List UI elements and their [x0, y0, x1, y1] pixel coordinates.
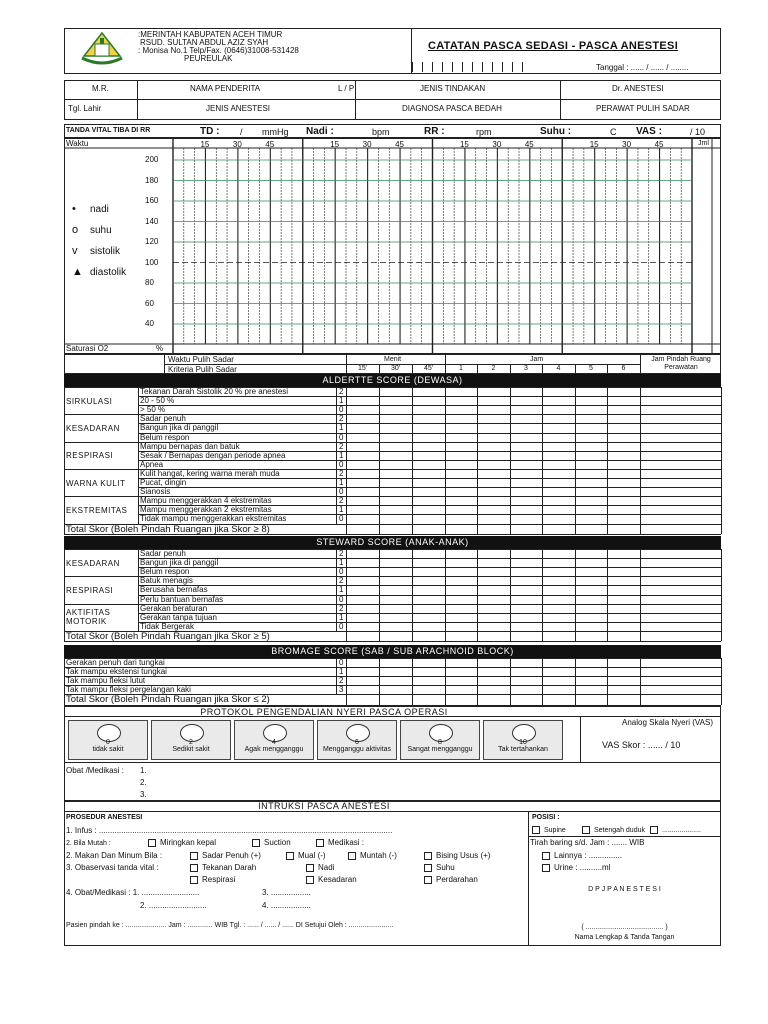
- steward-item-desc: Bangun jika di panggil: [140, 558, 219, 568]
- steward-item-score: 1: [339, 558, 344, 568]
- steward-item-desc: Gerakan tanpa tujuan: [140, 612, 217, 622]
- aldrete-item-score: 0: [339, 405, 344, 415]
- recovery-col-label: 5: [589, 365, 593, 372]
- obat-label: Obat /Medikasi :: [66, 766, 124, 775]
- legend-symbol: v: [72, 245, 78, 257]
- prosedur-label: PROSEDUR ANESTESI: [66, 814, 143, 821]
- y-axis-label: 40: [145, 319, 154, 328]
- vas-title: Analog Skala Nyeri (VAS): [622, 718, 713, 727]
- aldrete-item-score: 2: [339, 496, 344, 506]
- perawat-label: PERAWAT PULIH SADAR: [596, 104, 690, 113]
- mr-label: M.R.: [92, 84, 109, 93]
- recovery-col-label: 15': [357, 365, 368, 372]
- aldrete-item-desc: Sesak / Bernapas dengan periode apnea: [140, 450, 286, 460]
- mmhg-unit: mmHg: [262, 127, 289, 137]
- posisi-supine[interactable]: Supine: [532, 826, 566, 835]
- bising-option[interactable]: Bising Usus (+): [424, 851, 490, 860]
- time-tick-label: 15: [459, 140, 469, 149]
- aldrete-item-score: 1: [339, 478, 344, 487]
- time-tick-label: 30: [622, 140, 632, 149]
- menit-label: Menit: [384, 356, 402, 363]
- bromage-item-score: 2: [339, 676, 344, 686]
- mual-checkbox[interactable]: [286, 852, 294, 860]
- muntah-option[interactable]: Muntah (-): [348, 851, 397, 860]
- pain-face-number: 4: [272, 739, 276, 746]
- dpj-title: D P J P A N E S T E S I: [588, 886, 661, 893]
- tanggal-field[interactable]: Tanggal : ...... / ...... / ........: [596, 63, 689, 72]
- vas-skor[interactable]: VAS Skor : ...... / 10: [602, 740, 681, 750]
- steward-item-score: 0: [339, 621, 344, 631]
- bromage-item-desc: Tak mampu fleksi lutut: [66, 676, 146, 686]
- medikasi-option[interactable]: Medikasi :: [316, 838, 364, 847]
- rr-label: RR :: [424, 126, 445, 137]
- tekanan-option[interactable]: Tekanan Darah: [190, 863, 256, 872]
- aldrete-item-score: 0: [339, 459, 344, 469]
- steward-item-desc: Perlu bantuan bernafas: [140, 594, 224, 604]
- infus-field[interactable]: 1. Infus : ....................................................................................................................................: [66, 826, 393, 835]
- aldrete-item-desc: Belum respon: [140, 432, 190, 442]
- urine-checkbox[interactable]: [542, 864, 550, 872]
- bromage-item-score: 0: [339, 658, 344, 667]
- org-line-1: :MERINTAH KABUPATEN ACEH TIMUR: [138, 30, 283, 39]
- instruksi-title: INTRUKSI PASCA ANESTESI: [258, 801, 390, 811]
- suction-option[interactable]: Suction: [252, 838, 291, 847]
- steward-item-score: 2: [339, 576, 344, 586]
- aldrete-item-desc: > 50 %: [140, 405, 166, 415]
- recovery-col-label: 4: [556, 365, 561, 372]
- aldrete-item-score: 2: [339, 387, 344, 396]
- bromage-item-desc: Tak mampu fleksi pergelangan kaki: [66, 685, 191, 695]
- miringkan-checkbox[interactable]: [148, 839, 156, 847]
- steward-title: STEWARD SCORE (ANAK-ANAK): [64, 536, 721, 549]
- waktu-pulih-label: Waktu Pulih Sadar: [168, 355, 234, 364]
- saturasi-label: Saturasi O2: [66, 344, 109, 353]
- jam-pindah-label: Jam Pindah Ruang Perawatan: [651, 356, 711, 371]
- recovery-col-label: 6: [621, 365, 626, 372]
- waktu-label: Waktu: [66, 139, 89, 148]
- pain-face-2[interactable]: [151, 720, 231, 760]
- posisi-other-checkbox[interactable]: [650, 826, 658, 834]
- kesadaran-option[interactable]: Kesadaran: [306, 875, 357, 884]
- aldrete-item-score: 2: [339, 414, 344, 424]
- pain-face-6[interactable]: [317, 720, 397, 760]
- dpj-name: Nama Lengkap & Tanda Tangan: [574, 934, 675, 941]
- pain-face-label: Tak tertahankan: [498, 746, 548, 753]
- bising-checkbox[interactable]: [424, 852, 432, 860]
- steward-item-desc: Sadar penuh: [140, 549, 186, 558]
- steward-item-desc: Batuk menagis: [140, 576, 193, 586]
- sadar-penuh-checkbox[interactable]: [190, 852, 198, 860]
- recovery-col-label: 30': [390, 365, 401, 372]
- sex-label: L / P: [338, 84, 355, 93]
- pain-face-8[interactable]: [400, 720, 480, 760]
- time-tick-label: 15: [200, 140, 210, 149]
- vital-chart-grid: [64, 138, 721, 354]
- steward-item-score: 0: [339, 594, 344, 604]
- perdarahan-checkbox[interactable]: [424, 876, 432, 884]
- aldrete-item-desc: Kulit hangat, kering warna merah muda: [140, 468, 280, 478]
- kesadaran-checkbox[interactable]: [306, 876, 314, 884]
- jenis-anestesi-label: JENIS ANESTESI: [206, 104, 271, 113]
- org-line-3: : Monisa No.1 Telp/Fax. (0646)31008-531428: [138, 46, 299, 55]
- steward-item-score: 1: [339, 585, 344, 595]
- time-tick-label: 30: [492, 140, 502, 149]
- aldrete-item-desc: Bangun jika di panggil: [140, 423, 219, 433]
- vas-label: VAS :: [636, 126, 662, 137]
- nadi-checkbox[interactable]: [306, 864, 314, 872]
- obat4-line-1[interactable]: 4. Obat/Medikasi : 1. ..........................: [66, 888, 200, 897]
- aldrete-category: KESADARAN: [66, 423, 120, 433]
- makan-label: 2. Makan Dan Minum Bila :: [66, 851, 163, 860]
- jam-label: Jam: [530, 356, 544, 363]
- tindakan-label: JENIS TINDAKAN: [420, 84, 486, 93]
- vitals-label: TANDA VITAL TIBA DI RR: [66, 127, 151, 134]
- rpm-unit: rpm: [476, 127, 492, 137]
- aldrete-item-desc: Mampu menggerakkan 4 ekstremitas: [140, 496, 272, 506]
- tirah-field[interactable]: Tirah baring s/d. Jam : ....... WIB: [530, 838, 645, 847]
- time-tick-label: 30: [232, 140, 242, 149]
- aldrete-item-score: 1: [339, 423, 344, 433]
- suction-checkbox[interactable]: [252, 839, 260, 847]
- steward-item-desc: Tidak Bergerak: [140, 621, 194, 631]
- time-tick-label: 15: [330, 140, 340, 149]
- recovery-col-label: 3: [524, 365, 528, 372]
- aldrete-item-desc: Apnea: [140, 459, 164, 469]
- legend-label: suhu: [90, 225, 112, 236]
- steward-item-score: 2: [339, 549, 344, 558]
- lainnya-option[interactable]: Lainnya : ...............: [542, 851, 622, 860]
- org-line-2: RSUD. SULTAN ABDUL AZIZ SYAH: [140, 38, 269, 47]
- respirasi-checkbox[interactable]: [190, 876, 198, 884]
- time-tick-label: 45: [395, 140, 404, 149]
- obat-line-2[interactable]: 2.: [140, 778, 147, 787]
- recovery-col-label: 45': [423, 365, 434, 372]
- pain-face-4[interactable]: [234, 720, 314, 760]
- kriteria-label: Kriteria Pulih Sadar: [168, 365, 237, 374]
- aldrete-item-desc: Pucat, dingin: [140, 478, 187, 487]
- org-line-4: PEUREULAK: [184, 54, 233, 63]
- obat-line-3[interactable]: 3.: [140, 790, 147, 799]
- aldrete-total: Total Skor (Boleh Pindah Ruangan jika Skor ≥ 8): [66, 523, 270, 535]
- page-title: CATATAN PASCA SEDASI - PASCA ANESTESI: [428, 40, 679, 52]
- tekanan-checkbox[interactable]: [190, 864, 198, 872]
- setengah-checkbox[interactable]: [582, 826, 590, 834]
- legend-symbol: ▲: [72, 266, 83, 278]
- pindah-line[interactable]: Pasien pindah ke : ..................... Jam : ............. WIB Tgl. : ...... / ...... / ...... DI Setujui Oleh : .......................: [66, 922, 394, 929]
- aldrete-item-score: 2: [339, 468, 344, 478]
- legend-symbol: •: [72, 203, 76, 215]
- bila-mutah-label: 2. Bila Mutah :: [66, 840, 111, 847]
- time-tick-label: 30: [362, 140, 372, 149]
- vitals-row: [64, 124, 721, 138]
- suhu-label: Suhu :: [540, 126, 572, 137]
- posisi-label: POSISI :: [532, 814, 560, 821]
- obat4-line-3[interactable]: 3. ..................: [262, 888, 311, 897]
- lainnya-checkbox[interactable]: [542, 852, 550, 860]
- bromage-item-score: 3: [339, 685, 344, 695]
- pain-face-label: tidak sakit: [92, 746, 124, 753]
- steward-category: KESADARAN: [66, 558, 120, 568]
- sadar-penuh-option[interactable]: Sadar Penuh (+): [190, 851, 261, 860]
- posisi-setengah[interactable]: Setengah duduk: [582, 826, 645, 835]
- steward-total: Total Skor (Boleh Pindah Ruangan jika Skor ≥ 5): [66, 630, 270, 642]
- pain-face-number: 6: [355, 739, 359, 746]
- steward-item-desc: Belum respon: [140, 567, 190, 577]
- y-axis-label: 160: [145, 196, 159, 205]
- aldrete-item-desc: Sadar penuh: [140, 414, 186, 424]
- steward-item-score: 1: [339, 612, 344, 622]
- bromage-title: BROMAGE SCORE (SAB / SUB ARACHNOID BLOCK): [64, 645, 721, 658]
- y-axis-label: 80: [145, 278, 154, 287]
- mual-option[interactable]: Mual (-): [286, 851, 326, 860]
- legend-symbol: o: [72, 224, 79, 236]
- legend-label: sistolik: [90, 246, 121, 257]
- bromage-item-score: 1: [339, 667, 344, 677]
- nama-label: NAMA PENDERITA: [190, 84, 261, 93]
- y-axis-label: 140: [145, 216, 159, 226]
- bpm-unit: bpm: [372, 127, 390, 137]
- steward-item-score: 2: [339, 603, 344, 613]
- y-axis-label: 120: [145, 237, 159, 246]
- aldrete-item-score: 0: [339, 514, 344, 524]
- aldrete-item-score: 1: [339, 505, 344, 515]
- y-axis-label: 60: [145, 298, 154, 308]
- steward-category: AKTIFITAS: [66, 608, 111, 618]
- aldrete-item-desc: Tidak mampu menggerakkan ekstremitas: [140, 514, 287, 524]
- pain-face-0[interactable]: [68, 720, 148, 760]
- recovery-col-label: 2: [491, 365, 496, 372]
- pain-face-number: 2: [189, 739, 193, 746]
- nadi-option[interactable]: Nadi: [306, 863, 334, 872]
- nadi-label: Nadi :: [306, 126, 334, 137]
- aldrete-category: EKSTREMITAS: [66, 505, 128, 515]
- supine-checkbox[interactable]: [532, 826, 540, 834]
- aldrete-category: WARNA KULIT: [66, 478, 126, 488]
- aldrete-category: RESPIRASI: [66, 451, 114, 461]
- pain-face-number: 10: [519, 739, 527, 746]
- time-tick-label: 45: [654, 140, 664, 149]
- steward-item-desc: Gerakan beraturan: [140, 603, 208, 613]
- dpj-signature[interactable]: ( ........................................ ): [581, 924, 668, 931]
- legend-label: nadi: [90, 204, 109, 215]
- aldrete-item-desc: Sianosis: [140, 487, 171, 497]
- obat-line-1[interactable]: 1.: [140, 766, 147, 775]
- pain-face-label: Sedikit sakit: [172, 746, 210, 753]
- aldrete-item-desc: Mampu menggerakkan 2 ekstremitas: [140, 505, 272, 515]
- legend-label: diastolik: [90, 267, 127, 278]
- td-slash: /: [240, 127, 243, 137]
- bromage-item-desc: Tak mampu ekstensi tungkai: [66, 667, 167, 677]
- aldrete-title: ALDERTTE SCORE (DEWASA): [64, 374, 721, 387]
- bromage-item-desc: Gerakan penuh dari tungkai: [66, 658, 165, 667]
- aldrete-item-desc: Mampu bernapas dan batuk: [140, 441, 240, 451]
- time-tick-label: 15: [589, 140, 599, 149]
- dr-anestesi-label: Dr. ANESTESI: [612, 84, 664, 93]
- diagnosa-label: DIAGNOSA PASCA BEDAH: [402, 104, 502, 113]
- y-axis-label: 180: [145, 175, 159, 185]
- pain-face-number: 0: [106, 739, 110, 746]
- pain-face-number: 8: [438, 739, 442, 746]
- observasi-label: 3. Obaservasi tanda vital :: [66, 863, 159, 872]
- posisi-other[interactable]: ....................: [650, 826, 701, 835]
- suhu-option[interactable]: Suhu: [424, 863, 455, 872]
- obat4-line-2[interactable]: 2. ..........................: [140, 901, 207, 910]
- aldrete-item-desc: 20 - 50 %: [140, 396, 175, 406]
- jml-label: Jml: [698, 140, 709, 147]
- aldrete-item-score: 0: [339, 432, 344, 442]
- muntah-checkbox[interactable]: [348, 852, 356, 860]
- recovery-col-label: 1: [459, 365, 463, 372]
- c-unit: C: [610, 127, 617, 137]
- aldrete-category: SIRKULASI: [66, 396, 113, 406]
- pain-face-label: Mengganggu aktivitas: [322, 746, 392, 753]
- steward-category: RESPIRASI: [66, 585, 114, 595]
- tgl-lahir-label: Tgl. Lahir: [68, 104, 102, 113]
- vas-max: / 10: [690, 127, 706, 137]
- respirasi-option[interactable]: Respirasi: [190, 875, 235, 884]
- saturasi-percent: %: [156, 344, 164, 353]
- urine-option[interactable]: Urine : ..........ml: [542, 863, 610, 872]
- pain-face-10[interactable]: [483, 720, 563, 760]
- y-axis-label: 200: [145, 155, 159, 164]
- aldrete-item-score: 1: [339, 450, 344, 460]
- pain-title: PROTOKOL PENGENDALIAN NYERI PASCA OPERASI: [200, 707, 448, 717]
- medikasi-checkbox[interactable]: [316, 839, 324, 847]
- suhu-checkbox[interactable]: [424, 864, 432, 872]
- aldrete-item-score: 2: [339, 441, 344, 451]
- bromage-total: Total Skor (Boleh Pindah Ruangan jika Skor ≤ 2): [66, 694, 270, 706]
- obat4-line-4[interactable]: 4. ..................: [262, 901, 311, 910]
- steward-category: MOTORIK: [66, 617, 107, 627]
- aldrete-item-desc: Tekanan Darah Sistolik 20 % pre anestesi: [140, 387, 289, 396]
- aldrete-item-score: 0: [339, 487, 344, 497]
- y-axis-label: 100: [145, 257, 159, 267]
- perdarahan-option[interactable]: Perdarahan: [424, 875, 478, 884]
- time-tick-label: 45: [524, 140, 534, 149]
- hospital-logo: [78, 30, 126, 70]
- steward-item-desc: Berusaha bernafas: [140, 585, 208, 595]
- aldrete-item-score: 1: [339, 396, 344, 406]
- miringkan-option[interactable]: Miringkan kepal: [148, 838, 216, 847]
- time-tick-label: 45: [265, 140, 275, 149]
- pain-face-label: Agak mengganggu: [244, 746, 304, 753]
- pain-face-label: Sangat mengganggu: [407, 746, 473, 753]
- title-ticks: [412, 62, 532, 72]
- steward-item-score: 0: [339, 567, 344, 577]
- td-label: TD :: [200, 126, 220, 137]
